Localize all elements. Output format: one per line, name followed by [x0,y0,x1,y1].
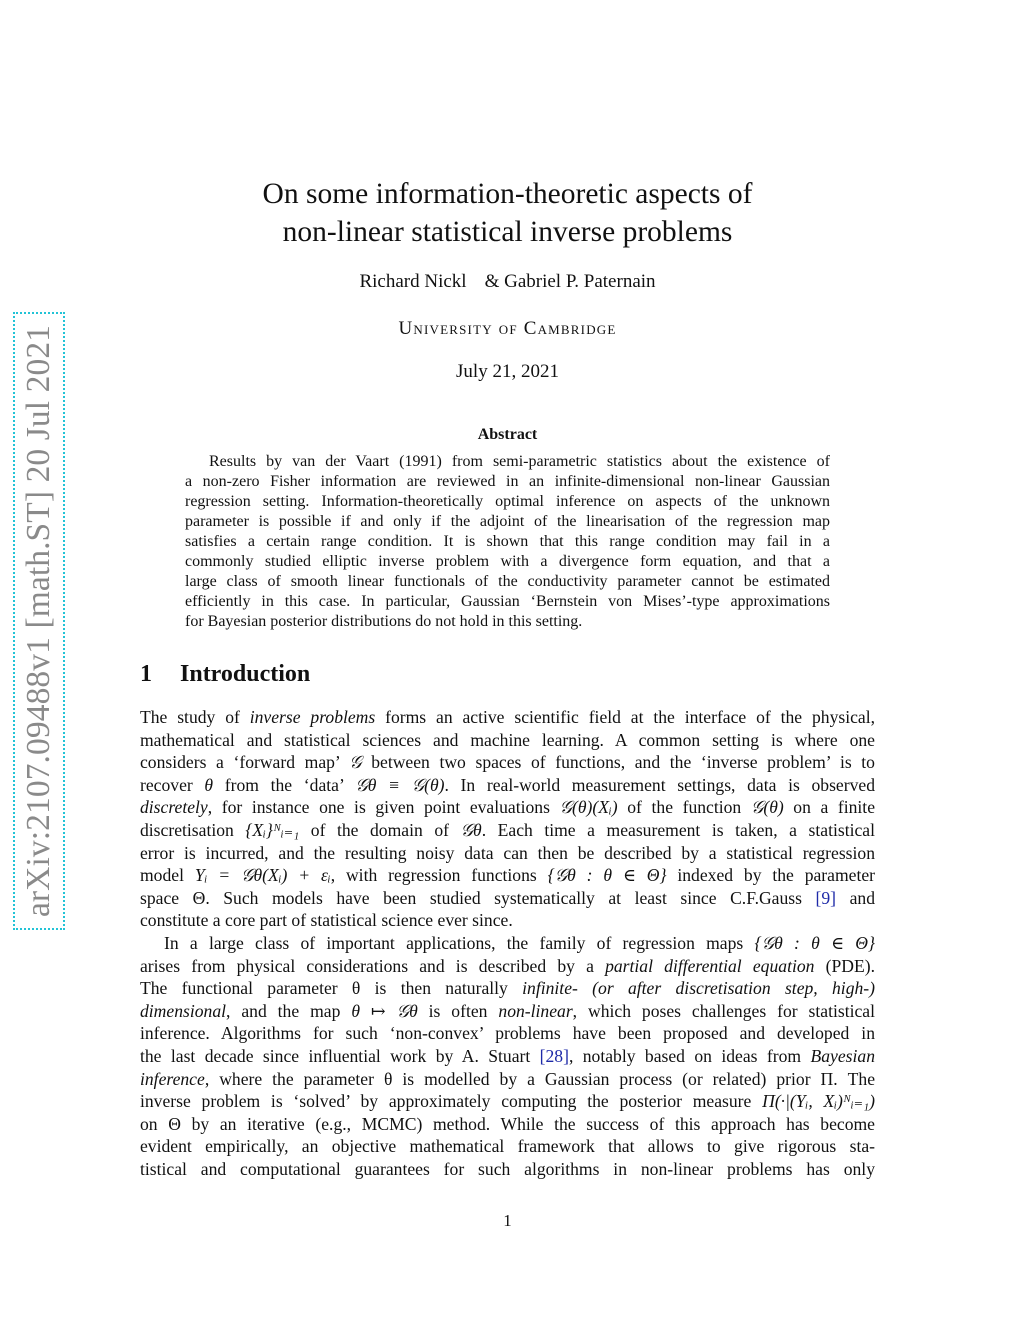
abstract-line: a non-zero Fisher information are reviewed in an infinite-dimensional non-linear Gaussian [185,473,830,490]
body-line: arises from physical considerations and is described by a partial differential equation (PDE). [140,955,875,976]
abstract-line: large class of smooth linear functionals of the conductivity parameter cannot be estimated [185,573,830,590]
authors [0,271,1015,293]
abstract-line: for Bayesian posterior distributions do not hold in this setting. [185,613,583,630]
section-title: Introduction [180,661,311,687]
body-line: discretely, for instance one is given point evaluations 𝒢(θ)(Xᵢ) of the function 𝒢(θ) on a finite [140,797,875,818]
body-line: model Yᵢ = 𝒢θ(Xᵢ) + εᵢ, with regression functions {𝒢θ : θ ∈ Θ} indexed by the parameter [140,865,876,886]
body-line: on Θ by an iterative (e.g., MCMC) method. While the success of this approach has become [140,1113,875,1134]
abstract-line: parameter is possible if and only if the adjoint of the linearisation of the regression map [185,513,830,530]
citation-link[interactable]: [9] [815,887,837,908]
body-line: the last decade since influential work by A. Stuart [28], notably based on ideas from Bayesian [140,1045,875,1066]
body-line: space Θ. Such models have been studied systematically at least since C.F.Gauss [9] and [140,887,875,908]
body-line: In a large class of important applications, the family of regression maps {𝒢θ : θ ∈ Θ} [164,932,875,953]
arxiv-stamp[interactable] [13,312,65,930]
body-line: mathematical and statistical sciences and machine learning. A common setting is where one [140,729,875,750]
paper-date: July 21, 2021 [456,361,559,382]
author-1: Richard Nickl [359,271,467,292]
paper-title-line-1: On some information-theoretic aspects of [262,178,753,210]
body-line: recover θ from the ‘data’ 𝒢θ ≡ 𝒢(θ). In real-world measurement settings, data is observed [140,774,875,795]
section-number: 1 [140,661,152,687]
citation-link[interactable]: [28] [539,1045,569,1066]
body-line: inverse problem is ‘solved’ by approximately computing the posterior measure Π(·|(Yᵢ, Xᵢ)ᴺᵢ₌₁) [140,1091,875,1112]
abstract-line: Results by van der Vaart (1991) from semi-parametric statistics about the existence of [209,453,830,470]
body-line: constitute a core part of statistical science ever since. [140,910,513,931]
section-heading [140,661,310,688]
body-text [140,706,875,1180]
abstract-line: commonly studied elliptic inverse problem with a divergence form equation, and that a [185,553,830,570]
arxiv-stamp-text: arXiv:2107.09488v1 [math.ST] 20 Jul 2021 [20,324,57,918]
abstract-line: regression setting. Information-theoretically optimal inference on aspects of the unknown [185,493,830,510]
abstract-line: satisfies a certain range condition. It is shown that this range condition may fail in a [185,533,830,550]
body-line: tistical and computational guarantees for such algorithms in non-linear problems has only [140,1158,875,1179]
paper-title-line-2: non-linear statistical inverse problems [282,216,733,248]
body-line: inference, where the parameter θ is modelled by a Gaussian process (or related) prior Π. The [140,1068,875,1089]
abstract-body [185,452,830,632]
author-2: & Gabriel P. Paternain [484,271,656,292]
affiliation: University of Cambridge [398,318,617,339]
body-line: inference. Algorithms for such ‘non-convex’ problems have been proposed and developed in [140,1023,875,1044]
body-line: discretisation {Xᵢ}ᴺᵢ₌₁ of the domain of 𝒢θ. Each time a measurement is taken, a statistical [140,819,875,840]
body-line: error is incurred, and the resulting noisy data can then be described by a statistical regression [140,842,875,863]
body-line: considers a ‘forward map’ 𝒢 between two spaces of functions, and the ‘inverse problem’ is to [140,752,875,773]
abstract-heading: Abstract [477,426,538,443]
body-line: The study of inverse problems forms an active scientific field at the interface of the physical, [140,707,876,727]
body-line: evident empirically, an objective mathematical framework that allows to give rigorous sta- [140,1136,875,1157]
body-line: dimensional, and the map θ ↦ 𝒢θ is often non-linear, which poses challenges for statistical [140,1000,875,1021]
page-number: 1 [503,1211,512,1230]
abstract-line: efficiently in this case. In particular, Gaussian ‘Bernstein von Mises’-type approximations [185,593,830,610]
body-line: The functional parameter θ is then naturally infinite- (or after discretisation step, high-) [140,978,876,999]
